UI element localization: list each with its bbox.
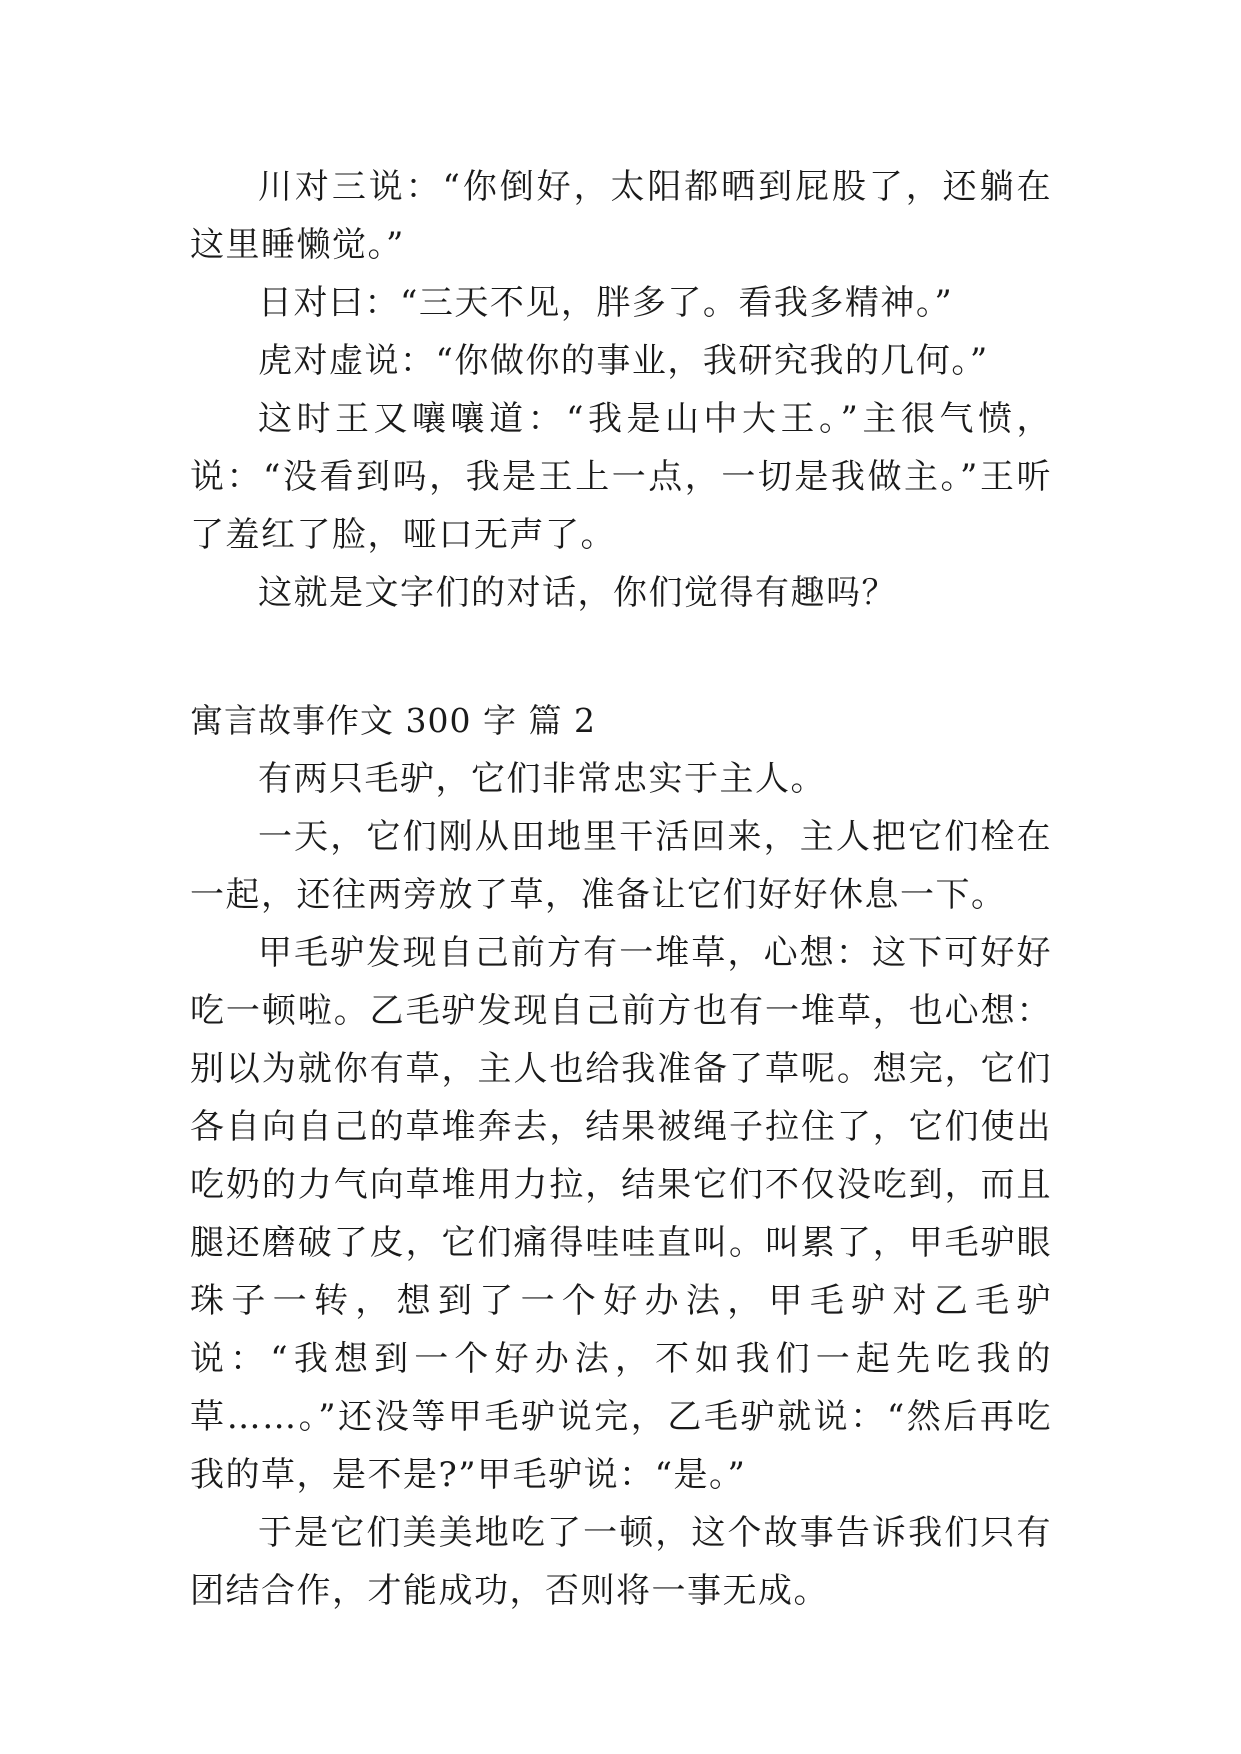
paragraph: 这就是文字们的对话，你们觉得有趣吗？ [258, 573, 897, 613]
document-body [190, 158, 1052, 1620]
paragraph: 日对曰：“三天不见，胖多了。看我多精神。” [258, 283, 954, 323]
paragraph: 甲毛驴发现自己前方有一堆草，心想：这下可好好吃一顿啦。乙毛驴发现自己前方也有一堆草，也心想：别以为就你有草，主人也给我准备了草呢。想完，它们各自向自己的草堆奔去，结果被绳子拉住了，它们使出吃奶的力气向草堆用力拉，结果它们不仅没吃到，而且腿还磨破了皮，它们痛得哇哇直叫。叫累了，甲毛驴眼珠子一转，想到了一个好办法，甲毛驴对乙毛驴说：“我想到一个好办法，不如我们一起先吃我的草……。”还没等甲毛驴说完，乙毛驴就说：“然后再吃我的草，是不是?”甲毛驴说：“是。” [190, 933, 1052, 1495]
paragraph: 虎对虚说：“你做你的事业，我研究我的几何。” [258, 341, 989, 381]
paragraph: 川对三说：“你倒好，太阳都晒到屁股了，还躺在这里睡懒觉。” [190, 167, 1052, 265]
paragraph: 一天，它们刚从田地里干活回来，主人把它们栓在一起，还往两旁放了草，准备让它们好好休息一下。 [190, 817, 1052, 915]
paragraph: 这时王又嚷嚷道：“我是山中大王。”主很气愤，说：“没看到吗，我是王上一点，一切是我做主。”王听了羞红了脸，哑口无声了。 [190, 399, 1052, 555]
paragraph: 于是它们美美地吃了一顿，这个故事告诉我们只有团结合作，才能成功，否则将一事无成。 [190, 1513, 1052, 1611]
paragraph: 有两只毛驴，它们非常忠实于主人。 [258, 759, 826, 799]
section-title: 寓言故事作文 300 字 篇 2 [190, 701, 596, 740]
